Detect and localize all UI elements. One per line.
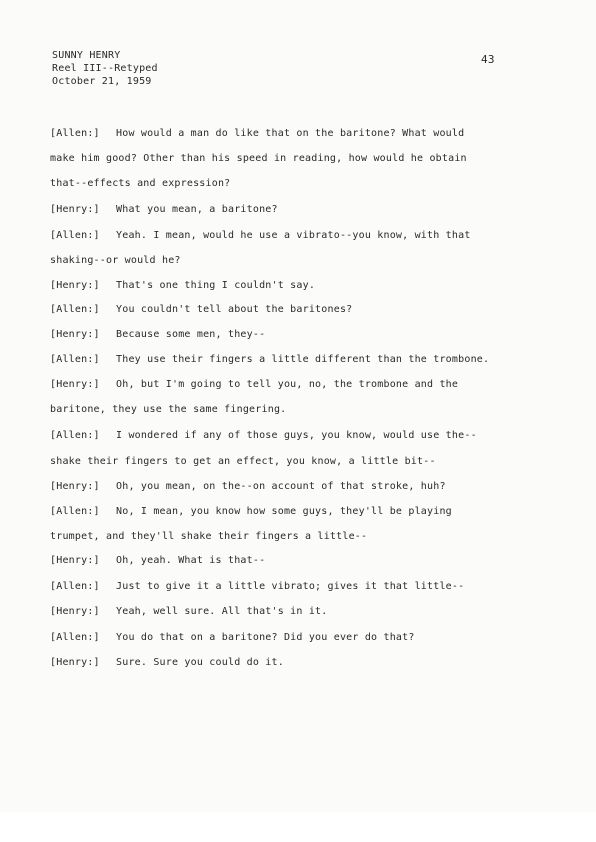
speaker-label: [Henry:] <box>50 657 100 668</box>
utterance-text: You do that on a baritone? Did you ever do that? <box>116 632 415 643</box>
speaker-label: [Henry:] <box>50 280 100 291</box>
utterance-text: They use their fingers a little different than the trombone. <box>116 354 490 365</box>
transcript-line <box>50 631 415 645</box>
speaker-label: [Henry:] <box>50 329 100 340</box>
reel-label: Reel III--Retyped <box>52 63 158 74</box>
utterance-text: Just to give it a little vibrato; gives it that little-- <box>116 581 465 592</box>
transcript-line <box>50 554 265 568</box>
transcript-line <box>50 303 352 317</box>
page-bottom-margin <box>0 812 596 842</box>
utterance-text: Oh, you mean, on the--on account of that stroke, huh? <box>116 481 446 492</box>
utterance-text: Oh, but I'm going to tell you, no, the trombone and the <box>116 379 459 390</box>
transcript-line <box>50 505 452 519</box>
transcript-line <box>50 656 284 670</box>
utterance-text: Sure. Sure you could do it. <box>116 657 284 668</box>
speaker-label: [Allen:] <box>50 354 100 365</box>
speaker-label: [Henry:] <box>50 555 100 566</box>
transcript-line <box>50 127 464 141</box>
transcript-line <box>50 605 328 619</box>
utterance-text: that--effects and expression? <box>50 178 231 189</box>
utterance-text: That's one thing I couldn't say. <box>116 280 316 291</box>
speaker-label: [Henry:] <box>50 379 100 390</box>
transcript-line <box>50 455 436 469</box>
utterance-text: What you mean, a baritone? <box>116 204 278 215</box>
transcript-line <box>50 203 278 217</box>
transcript-line <box>50 530 367 544</box>
speaker-label: [Allen:] <box>50 304 100 315</box>
transcript-line <box>50 254 181 268</box>
utterance-text: Yeah, well sure. All that's in it. <box>116 606 328 617</box>
speaker-label: [Allen:] <box>50 632 100 643</box>
utterance-text: shake their fingers to get an effect, you know, a little bit-- <box>50 456 436 467</box>
speaker-label: [Allen:] <box>50 506 100 517</box>
speaker-label: [Allen:] <box>50 230 100 241</box>
transcript-line <box>50 429 477 443</box>
speaker-label: [Henry:] <box>50 481 100 492</box>
transcript-line <box>50 177 230 191</box>
speaker-label: [Allen:] <box>50 581 100 592</box>
utterance-text: make him good? Other than his speed in reading, how would he obtain <box>50 153 467 164</box>
transcript-line <box>50 403 286 417</box>
page-header <box>52 49 158 88</box>
transcript-line <box>50 328 265 342</box>
utterance-text: Oh, yeah. What is that-- <box>116 555 266 566</box>
utterance-text: shaking--or would he? <box>50 255 181 266</box>
transcript-line <box>50 152 467 166</box>
transcript-line <box>50 480 446 494</box>
speaker-label: [Allen:] <box>50 128 100 139</box>
page-number: 43 <box>481 53 495 66</box>
utterance-text: trumpet, and they'll shake their fingers a little-- <box>50 531 368 542</box>
transcript-line <box>50 279 315 293</box>
utterance-text: baritone, they use the same fingering. <box>50 404 287 415</box>
transcript-line <box>50 353 489 367</box>
interview-date: October 21, 1959 <box>52 76 152 87</box>
speaker-label: [Henry:] <box>50 606 100 617</box>
speaker-label: [Allen:] <box>50 430 100 441</box>
utterance-text: How would a man do like that on the baritone? What would <box>116 128 465 139</box>
transcript-line <box>50 378 458 392</box>
utterance-text: Yeah. I mean, would he use a vibrato--you know, with that <box>116 230 471 241</box>
utterance-text: Because some men, they-- <box>116 329 266 340</box>
transcript-line <box>50 229 471 243</box>
utterance-text: You couldn't tell about the baritones? <box>116 304 353 315</box>
interviewee-name: SUNNY HENRY <box>52 50 121 61</box>
speaker-label: [Henry:] <box>50 204 100 215</box>
transcript-line <box>50 580 464 594</box>
utterance-text: I wondered if any of those guys, you know, would use the-- <box>116 430 477 441</box>
utterance-text: No, I mean, you know how some guys, they'll be playing <box>116 506 452 517</box>
